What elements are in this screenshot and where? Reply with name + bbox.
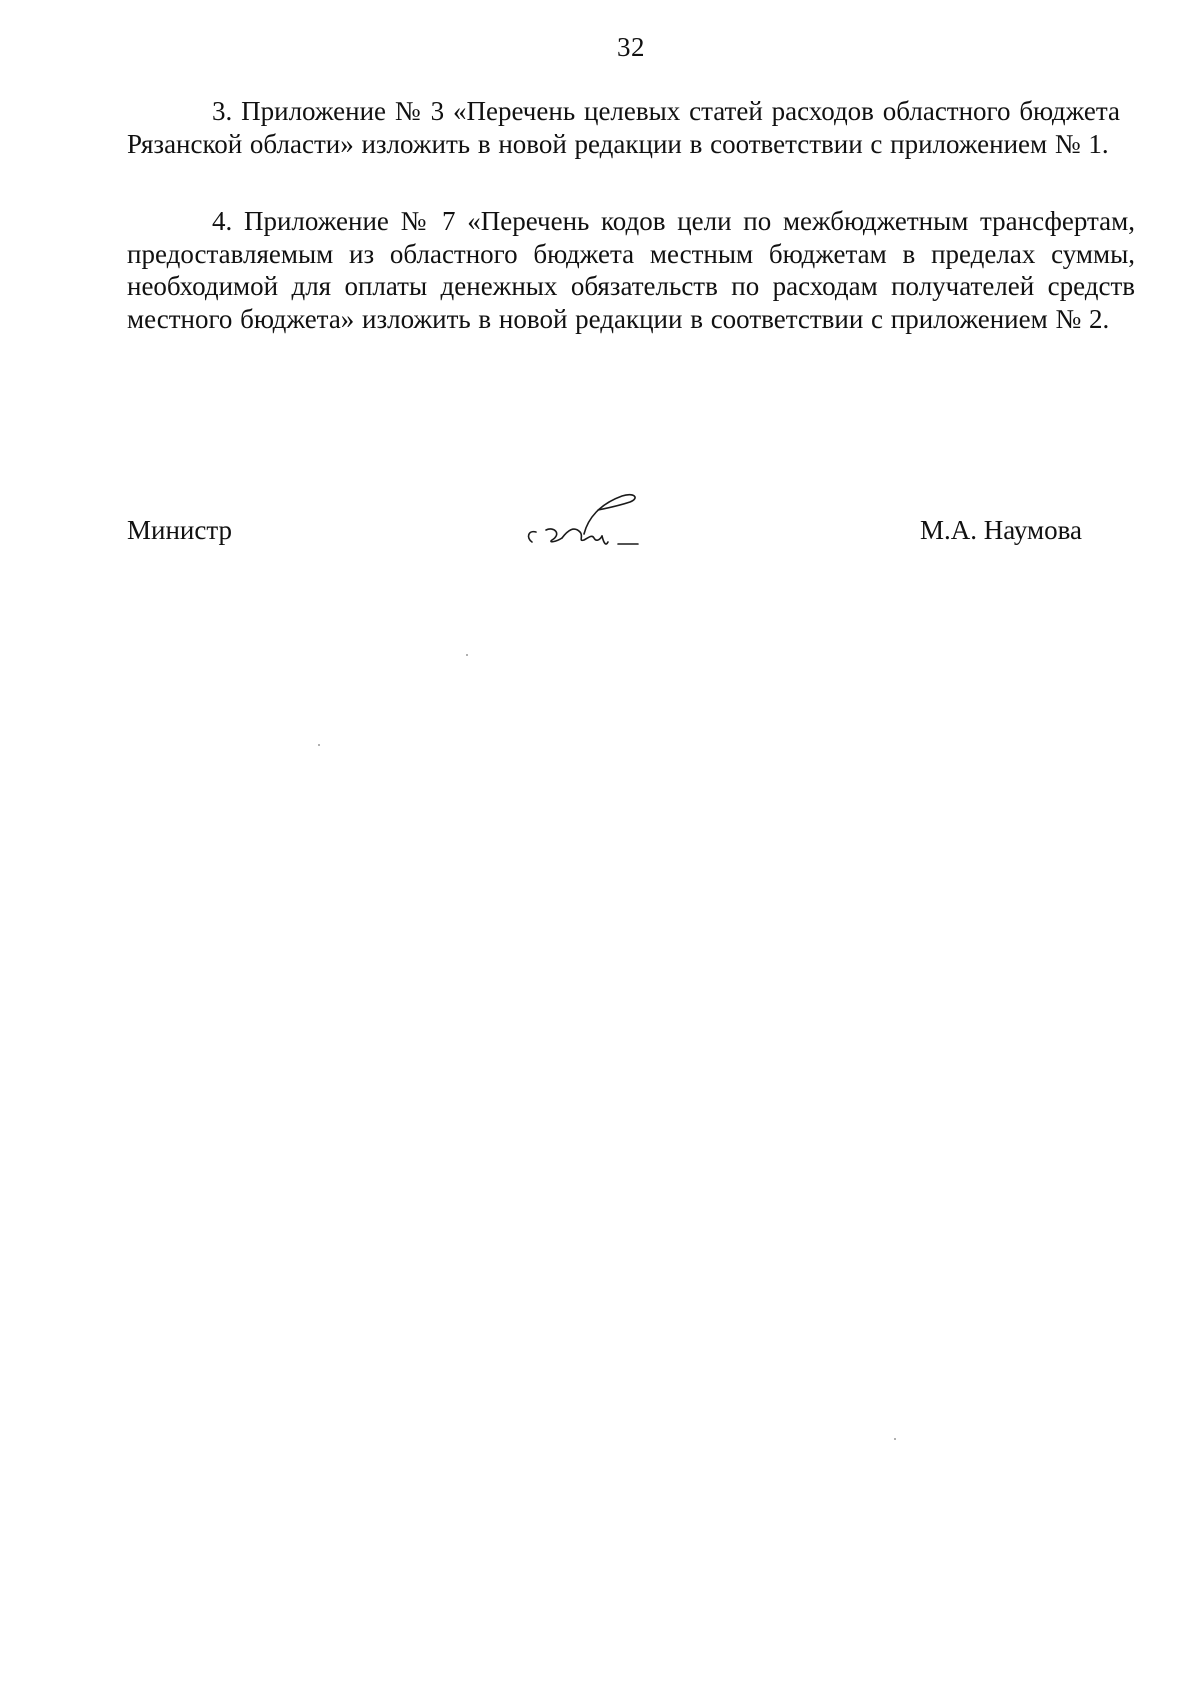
scan-speck <box>466 654 468 656</box>
scan-speck <box>318 744 320 746</box>
handwritten-signature <box>522 482 647 552</box>
page-number: 32 <box>617 32 645 62</box>
paragraph-item-4: 4. Приложение № 7 «Перечень кодов цели по межбюджетным трансфертам, предоставляемым из областного бюджета местным бюджетам в пределах суммы, необходимой для оплаты денежных обязательств по расходам получателей средств местного бюджета» изложить в новой редакции в соответствии с приложением № 2. <box>127 206 1135 334</box>
paragraph-item-3: 3. Приложение № 3 «Перечень целевых статей расходов областного бюджета Рязанской области» изложить в новой редакции в соответствии с приложением № 1. <box>127 96 1120 159</box>
signatory-name: М.А. Наумова <box>920 515 1082 545</box>
signatory-role: Министр <box>127 515 232 545</box>
scan-speck <box>894 1438 896 1440</box>
